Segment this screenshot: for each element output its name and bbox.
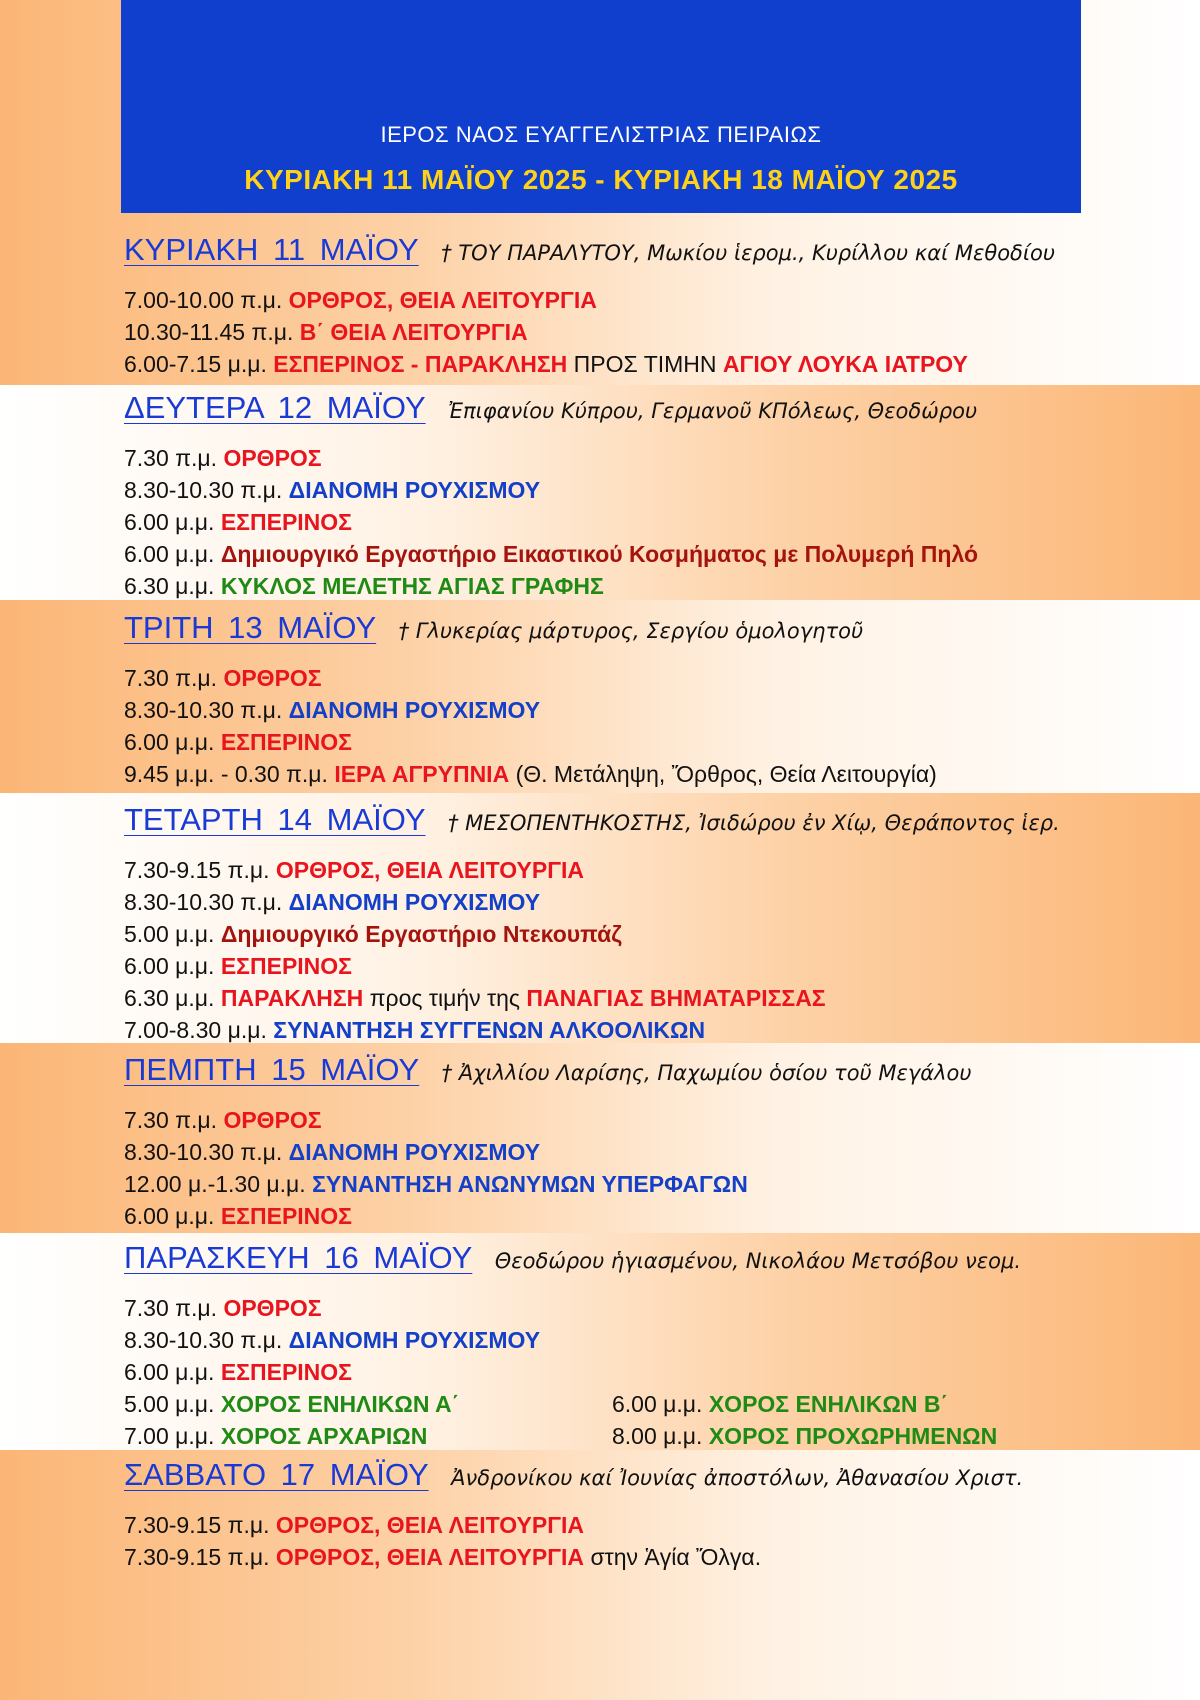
day-name: ΠΕΜΠΤΗ 15 ΜΑΪΟΥ (124, 1052, 420, 1087)
event: ΔΙΑΝΟΜΗ ΡΟΥΧΙΣΜΟΥ (288, 1327, 541, 1353)
schedule-line-pair (124, 1420, 1021, 1452)
event-secondary: ΠΑΝΑΓΙΑΣ ΒΗΜΑΤΑΡΙΣΣΑΣ (526, 985, 826, 1011)
left-entry (124, 1391, 459, 1417)
day-header (124, 232, 1055, 272)
feast-text: † Ἀχιλλίου Λαρίσης, Παχωμίου ὁσίου τοῦ Μεγάλου (441, 1061, 972, 1085)
time: 8.30-10.30 π.μ. (124, 1139, 283, 1165)
event: ΧΟΡΟΣ ΑΡΧΑΡΙΩΝ (220, 1423, 428, 1449)
event: ΧΟΡΟΣ ΠΡΟΧΩΡΗΜΕΝΩΝ (708, 1423, 998, 1449)
day-monday (124, 390, 978, 602)
day-header (124, 390, 978, 430)
day-header (124, 802, 1060, 842)
day-tuesday (124, 610, 937, 790)
event: ΕΣΠΕΡΙΝΟΣ (220, 729, 352, 755)
time: 5.00 μ.μ. (124, 921, 215, 947)
time: 8.30-10.30 π.μ. (124, 697, 283, 723)
header-banner (121, 0, 1081, 213)
schedule-line (124, 1541, 1023, 1573)
schedule-line (124, 1324, 1021, 1356)
event: ΕΣΠΕΡΙΝΟΣ - ΠΑΡΑΚΛΗΣΗ (273, 351, 568, 377)
day-friday (124, 1240, 1021, 1452)
event: ΟΡΘΡΟΣ (223, 445, 322, 471)
schedule-line (124, 442, 978, 474)
time: 8.30-10.30 π.μ. (124, 889, 283, 915)
event: ΣΥΝΑΝΤΗΣΗ ΑΝΩΝΥΜΩΝ ΥΠΕΡΦΑΓΩΝ (312, 1171, 748, 1197)
event: ΠΑΡΑΚΛΗΣΗ (220, 985, 364, 1011)
schedule-line (124, 854, 1060, 886)
time: 6.00 μ.μ. (124, 1359, 215, 1385)
event-connector: προς τιμήν της (369, 985, 520, 1011)
day-name: ΚΥΡΙΑΚΗ 11 ΜΑΪΟΥ (124, 232, 419, 267)
schedule-line (124, 694, 937, 726)
schedule-line (124, 982, 1060, 1014)
day-saturday (124, 1457, 1023, 1573)
event: ΔΙΑΝΟΜΗ ΡΟΥΧΙΣΜΟΥ (288, 477, 541, 503)
time: 10.30-11.45 π.μ. (124, 319, 294, 345)
schedule-line (124, 1136, 972, 1168)
week-dates: ΚΥΡΙΑΚΗ 11 ΜΑΪΟΥ 2025 - ΚΥΡΙΑΚΗ 18 ΜΑΪΟΥ 2025 (244, 164, 958, 195)
feast-text: † Γλυκερίας μάρτυρος, Σεργίου ὁμολογητοῦ (398, 619, 864, 643)
event: ΙΕΡΑ ΑΓΡΥΠΝΙΑ (334, 761, 510, 787)
schedule-line (124, 1014, 1060, 1046)
schedule-line (124, 1509, 1023, 1541)
time: 6.00 μ.μ. (124, 953, 215, 979)
day-name: ΔΕΥΤΕΡΑ 12 ΜΑΪΟΥ (124, 390, 426, 425)
event: ΟΡΘΡΟΣ (223, 1107, 322, 1133)
event: ΟΡΘΡΟΣ (223, 665, 322, 691)
day-header (124, 1457, 1023, 1497)
event-connector: ΠΡΟΣ ΤΙΜΗΝ (573, 351, 717, 377)
time: 5.00 μ.μ. (124, 1391, 215, 1417)
time: 6.00-7.15 μ.μ. (124, 351, 267, 377)
schedule-line-pair (124, 1388, 1021, 1420)
day-name: ΣΑΒΒΑΤΟ 17 ΜΑΪΟΥ (124, 1457, 429, 1492)
schedule-line (124, 1292, 1021, 1324)
right-entry (612, 1388, 948, 1420)
day-wednesday (124, 802, 1060, 1046)
schedule-line (124, 758, 937, 790)
time: 8.30-10.30 π.μ. (124, 1327, 283, 1353)
event-location: στην Ἁγία Ὄλγα. (590, 1544, 762, 1570)
feast-text: † ΜΕΣΟΠΕΝΤΗΚΟΣΤΗΣ, Ἰσιδώρου ἐν Χίῳ, Θεράποντος ἱερ. (448, 811, 1060, 835)
day-sunday (124, 232, 1055, 380)
schedule-line (124, 316, 1055, 348)
left-entry (124, 1423, 427, 1449)
schedule-line (124, 918, 1060, 950)
time: 6.00 μ.μ. (124, 729, 215, 755)
right-entry (612, 1420, 997, 1452)
event: ΔΙΑΝΟΜΗ ΡΟΥΧΙΣΜΟΥ (288, 1139, 541, 1165)
event-secondary: ΑΓΙΟΥ ΛΟΥΚΑ ΙΑΤΡΟΥ (722, 351, 968, 377)
event: Δημιουργικό Εργαστήριο Εικαστικού Κοσμήματος με Πολυμερή Πηλό (220, 541, 979, 567)
schedule-line (124, 726, 937, 758)
event-note: (Θ. Μετάληψη, Ὄρθρος, Θεία Λειτουργία) (515, 761, 937, 787)
feast-text: Θεοδώρου ἡγιασμένου, Νικολάου Μετσόβου νεομ. (494, 1249, 1022, 1273)
time: 6.00 μ.μ. (124, 541, 215, 567)
schedule-line (124, 1356, 1021, 1388)
time: 7.30 π.μ. (124, 445, 218, 471)
time: 8.00 μ.μ. (612, 1423, 703, 1449)
time: 6.00 μ.μ. (612, 1391, 703, 1417)
event: ΟΡΘΡΟΣ, ΘΕΙΑ ΛΕΙΤΟΥΡΓΙΑ (275, 857, 585, 883)
event: ΟΡΘΡΟΣ, ΘΕΙΑ ΛΕΙΤΟΥΡΓΙΑ (288, 287, 597, 313)
event: ΕΣΠΕΡΙΝΟΣ (220, 953, 352, 979)
schedule-line (124, 1168, 972, 1200)
schedule-line (124, 284, 1055, 316)
day-name: ΠΑΡΑΣΚΕΥΗ 16 ΜΑΪΟΥ (124, 1240, 473, 1275)
day-thursday (124, 1052, 972, 1232)
event: ΧΟΡΟΣ ΕΝΗΛΙΚΩΝ Α΄ (220, 1391, 460, 1417)
time: 6.30 μ.μ. (124, 573, 215, 599)
time: 7.30-9.15 π.μ. (124, 857, 270, 883)
event: ΕΣΠΕΡΙΝΟΣ (220, 1359, 352, 1385)
schedule-line (124, 538, 978, 570)
day-header (124, 1240, 1021, 1280)
time: 7.30-9.15 π.μ. (124, 1544, 270, 1570)
event: ΔΙΑΝΟΜΗ ΡΟΥΧΙΣΜΟΥ (288, 889, 541, 915)
event: ΕΣΠΕΡΙΝΟΣ (220, 509, 352, 535)
day-header (124, 1052, 972, 1092)
church-title: ΙΕΡΟΣ ΝΑΟΣ ΕΥΑΓΓΕΛΙΣΤΡΙΑΣ ΠΕΙΡΑΙΩΣ (380, 122, 822, 147)
time: 12.00 μ.-1.30 μ.μ. (124, 1171, 306, 1197)
event: ΕΣΠΕΡΙΝΟΣ (220, 1203, 352, 1229)
event: ΟΡΘΡΟΣ, ΘΕΙΑ ΛΕΙΤΟΥΡΓΙΑ (275, 1544, 585, 1570)
day-name: ΤΕΤΑΡΤΗ 14 ΜΑΪΟΥ (124, 802, 426, 837)
schedule-line (124, 474, 978, 506)
event: ΣΥΝΑΝΤΗΣΗ ΣΥΓΓΕΝΩΝ ΑΛΚΟΟΛΙΚΩΝ (273, 1017, 706, 1043)
schedule-line (124, 1200, 972, 1232)
event: ΚΥΚΛΟΣ ΜΕΛΕΤΗΣ ΑΓΙΑΣ ΓΡΑΦΗΣ (220, 573, 604, 599)
schedule-line (124, 950, 1060, 982)
time: 7.00-10.00 π.μ. (124, 287, 283, 313)
event: Δημιουργικό Εργαστήριο Ντεκουπάζ (220, 921, 622, 947)
time: 9.45 μ.μ. - 0.30 π.μ. (124, 761, 328, 787)
schedule-line (124, 1104, 972, 1136)
feast-text: Ἐπιφανίου Κύπρου, Γερμανοῦ ΚΠόλεως, Θεοδώρου (448, 399, 978, 423)
time: 6.00 μ.μ. (124, 509, 215, 535)
time: 6.00 μ.μ. (124, 1203, 215, 1229)
day-name: ΤΡΙΤΗ 13 ΜΑΪΟΥ (124, 610, 377, 645)
time: 7.00 μ.μ. (124, 1423, 215, 1449)
feast-text: Ἀνδρονίκου καί Ἰουνίας ἀποστόλων, Ἀθανασίου Χριστ. (451, 1466, 1024, 1490)
time: 7.30-9.15 π.μ. (124, 1512, 270, 1538)
event: ΟΡΘΡΟΣ, ΘΕΙΑ ΛΕΙΤΟΥΡΓΙΑ (275, 1512, 585, 1538)
event: ΧΟΡΟΣ ΕΝΗΛΙΚΩΝ Β΄ (708, 1391, 949, 1417)
time: 7.30 π.μ. (124, 1107, 218, 1133)
time: 6.30 μ.μ. (124, 985, 215, 1011)
feast-text: † ΤΟΥ ΠΑΡΑΛΥΤΟΥ, Μωκίου ἱερομ., Κυρίλλου καί Μεθοδίου (441, 241, 1055, 265)
event: ΔΙΑΝΟΜΗ ΡΟΥΧΙΣΜΟΥ (288, 697, 541, 723)
event: Β΄ ΘΕΙΑ ΛΕΙΤΟΥΡΓΙΑ (299, 319, 528, 345)
schedule-line (124, 348, 1055, 380)
schedule-line (124, 570, 978, 602)
schedule-line (124, 886, 1060, 918)
schedule-line (124, 506, 978, 538)
schedule-line (124, 662, 937, 694)
time: 7.30 π.μ. (124, 1295, 218, 1321)
event: ΟΡΘΡΟΣ (223, 1295, 322, 1321)
time: 7.00-8.30 μ.μ. (124, 1017, 267, 1043)
time: 7.30 π.μ. (124, 665, 218, 691)
time: 8.30-10.30 π.μ. (124, 477, 283, 503)
day-header (124, 610, 937, 650)
